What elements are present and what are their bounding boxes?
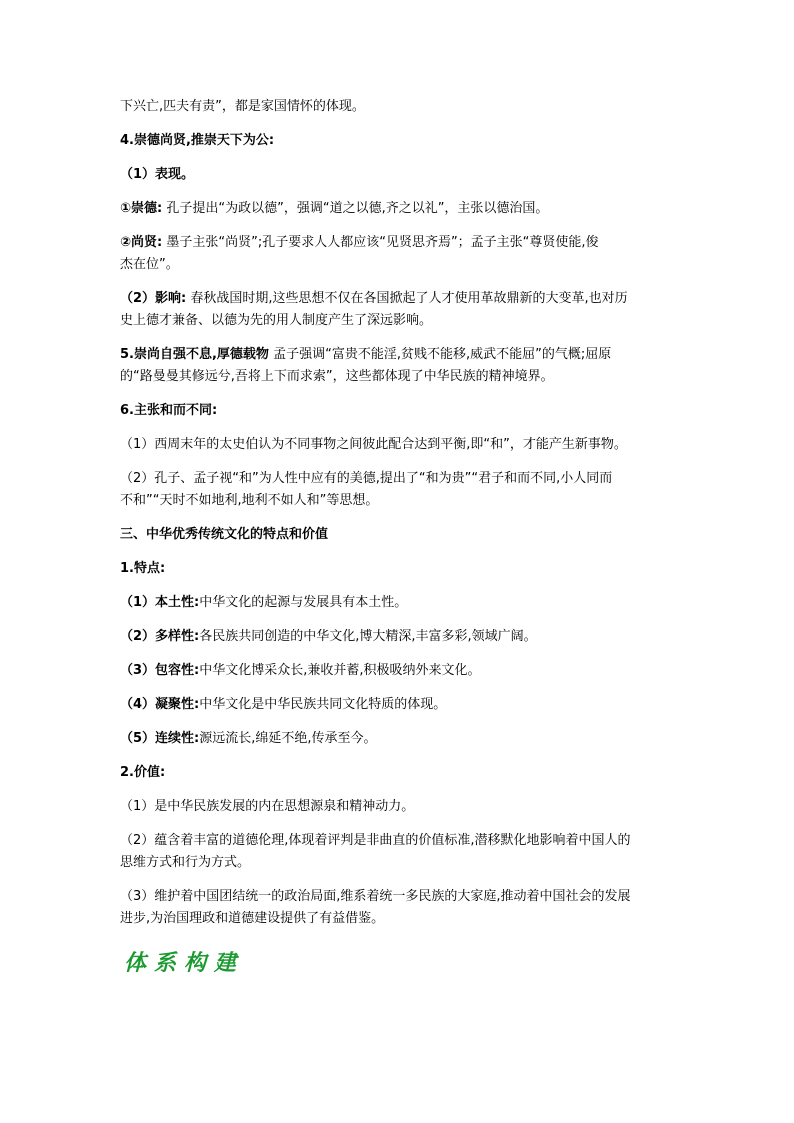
value-item-2-line-2: 思维方式和行为方式。 [120,855,251,870]
value-item-3-line-2: 进步,为治国理政和道德建设提供了有益借鉴。 [120,911,385,926]
s4-p2-text-1: 春秋战国时期,这些思想不仅在各国掀起了人才使用革故鼎新的大变革,也对历 [190,291,628,306]
section-5 [120,344,680,366]
feature-label: （4）凝聚性: [120,697,200,712]
s6-p1: （1）西周末年的太史伯认为不同事物之间彼此配合达到平衡,即“和”，才能产生新事物。 [120,437,627,452]
feature-label: （2）多样性: [120,629,200,644]
feature-text: 各民族共同创造的中华文化,博大精深,丰富多彩,领域广阔。 [199,629,537,644]
s4-p1-a [120,198,680,220]
s4-p2-label: （2）影响: [120,291,187,306]
s4-p1-b-text-1: 墨子主张“尚贤”;孔子要求人人都应该“见贤思齐焉”；孟子主张“尊贤使能,俊 [166,235,599,250]
feature-text: 源远流长,绵延不绝,传承至今。 [199,731,377,746]
s4-p1-b-label: ②尚贤: [120,235,163,250]
s4-p1-a-label: ①崇德: [120,201,163,216]
feature-item [120,626,680,648]
section-3-heading: 三、中华优秀传统文化的特点和价值 [120,527,329,542]
value-item-1: （1）是中华民族发展的内在思想源泉和精神动力。 [120,799,415,814]
value-item-3-line-1: （3）维护着中国团结统一的政治局面,维系着统一多民族的大家庭,推动着中国社会的发展 [120,889,631,904]
value-item-2-line-1: （2）蕴含着丰富的道德伦理,体现着评判是非曲直的价值标准,潜移默化地影响着中国人的 [120,833,631,848]
feature-text: 中华文化的起源与发展具有本土性。 [199,595,408,610]
s4-p1-b [120,232,680,254]
intro-line: 下兴亡,匹夫有责”，都是家国情怀的体现。 [120,99,365,114]
section-4-heading: 4.崇德尚贤,推崇天下为公: [120,133,275,148]
s4-p1-b-text-2: 杰在位”。 [120,257,179,272]
s4-p1-label: （1）表现。 [120,167,195,182]
feature-item [120,728,680,750]
s4-p2 [120,288,680,310]
section-5-heading: 5.崇尚自强不息,厚德载物 [120,347,269,362]
s5-text-1: 孟子强调“富贵不能淫,贫贱不能移,威武不能屈”的气概;屈原 [273,347,612,362]
features-heading: 1.特点: [120,561,166,576]
feature-item [120,660,680,682]
s4-p1-a-text: 孔子提出“为政以德”，强调“道之以德,齐之以礼”，主张以德治国。 [166,201,549,216]
s6-p2-1: （2）孔子、孟子视“和”为人性中应有的美德,提出了“和为贵”“君子和而不同,小人同而 [120,471,613,486]
feature-label: （1）本土性: [120,595,200,610]
s5-text-2: 的“路曼曼其修远兮,吾将上下而求索”，这些都体现了中华民族的精神境界。 [120,369,554,384]
s6-p2-2: 不和”“天时不如地利,地利不如人和”等思想。 [120,493,379,508]
value-heading: 2.价值: [120,765,166,780]
decorative-section-title: 体系构建 [124,950,245,976]
feature-item [120,592,680,614]
feature-label: （5）连续性: [120,731,200,746]
feature-label: （3）包容性: [120,663,200,678]
section-6-heading: 6.主张和而不同: [120,403,218,418]
feature-item [120,694,680,716]
s4-p2-text-2: 史上德才兼备、以德为先的用人制度产生了深远影响。 [120,313,433,328]
feature-text: 中华文化博采众长,兼收并蓄,积极吸纳外来文化。 [199,663,481,678]
feature-text: 中华文化是中华民族共同文化特质的体现。 [199,697,447,712]
